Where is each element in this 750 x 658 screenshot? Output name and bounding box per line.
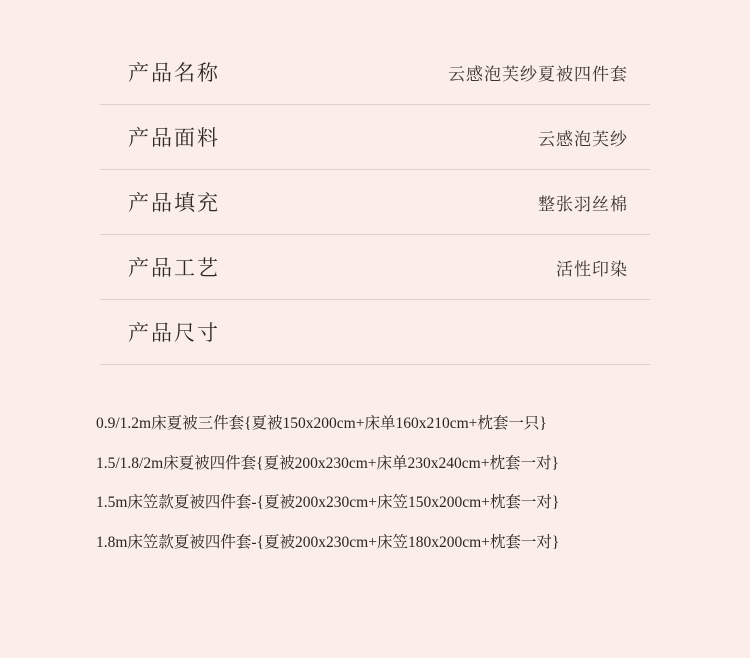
size-list — [96, 416, 656, 574]
spec-value: 活性印染 — [556, 259, 628, 279]
spec-label: 产品名称 — [128, 61, 220, 85]
spec-label: 产品工艺 — [128, 256, 220, 280]
spec-label: 产品尺寸 — [128, 321, 220, 345]
table-row — [100, 300, 650, 365]
list-item: 1.5/1.8/2m床夏被四件套{夏被200x230cm+床单230x240cm+枕套一对} — [96, 454, 559, 472]
table-row — [100, 40, 650, 105]
spec-label: 产品填充 — [128, 191, 220, 215]
list-item: 0.9/1.2m床夏被三件套{夏被150x200cm+床单160x210cm+枕套一只} — [96, 415, 547, 432]
table-row — [100, 105, 650, 170]
spec-label: 产品面料 — [128, 126, 220, 150]
table-row — [100, 170, 650, 235]
table-row — [100, 235, 650, 300]
list-item: 1.5m床笠款夏被四件套-{夏被200x230cm+床笠150x200cm+枕套一对} — [96, 494, 560, 511]
spec-table — [100, 40, 650, 365]
spec-value: 云感泡芙纱夏被四件套 — [448, 64, 628, 84]
list-item: 1.8m床笠款夏被四件套-{夏被200x230cm+床笠180x200cm+枕套一对} — [96, 533, 560, 551]
spec-value: 整张羽丝棉 — [538, 194, 628, 214]
spec-value: 云感泡芙纱 — [538, 129, 628, 149]
